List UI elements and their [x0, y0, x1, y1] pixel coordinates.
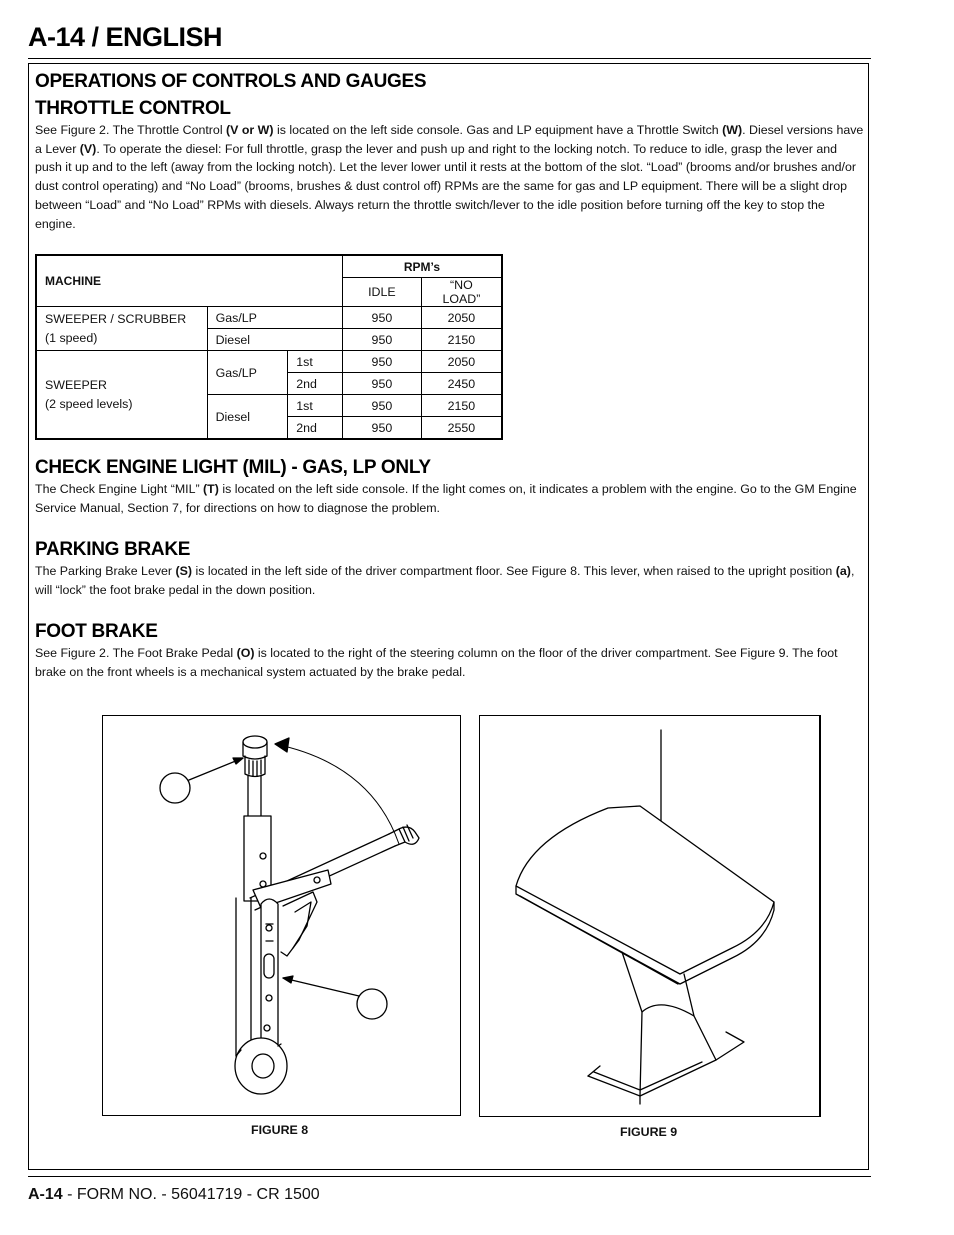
rpm-table	[35, 254, 503, 440]
table-row	[36, 351, 502, 373]
table-fuel: Gas/LP	[207, 351, 288, 395]
foot-brake-paragraph: See Figure 2. The Foot Brake Pedal (O) is located to the right of the steering column on the floor of the driver compartment. See Figure 9. The foot brake on the front wheels is a mechanical system actuated by the brake pedal.	[35, 646, 838, 679]
table-noload: 2150	[421, 329, 502, 351]
throttle-paragraph: See Figure 2. The Throttle Control (V or W) is located on the left side console. Gas and LP equipment have a Throttle Switch (W). Diesel versions have a Lever (V). To operate the diesel: For full throttle, grasp the lever and push up and right to the locking notch. To reduce to idle, grasp the lever and push it up and to the left (away from the locking notch). Let the lever lower until it rests at the bottom of the slot. “Load” (brooms and/or brushes and/or dust control operating) and “No Load” (brooms, brushes & dust control off) RPMs are the same for gas and LP equipment. There will be a slight drop between “Load” and “No Load” RPMs with diesels. Always return the throttle switch/lever to the idle position before turning off the key to stop the engine.	[35, 123, 864, 231]
table-header-idle: IDLE	[342, 278, 421, 307]
check-engine-section	[35, 456, 867, 517]
page-footer	[28, 1186, 320, 1204]
section-heading-foot-brake: FOOT BRAKE	[35, 621, 158, 642]
table-noload: 2450	[421, 373, 502, 395]
table-speed: 1st	[288, 395, 343, 417]
table-idle: 950	[342, 417, 421, 440]
foot-brake-pedal-illustration	[480, 716, 819, 1116]
section-heading-throttle: THROTTLE CONTROL	[35, 98, 231, 119]
parking-brake-lever-illustration	[103, 716, 460, 1115]
figure-8-parking-brake-lever	[102, 715, 461, 1116]
table-noload: 2150	[421, 395, 502, 417]
figure-8-caption: FIGURE 8	[251, 1123, 309, 1137]
table-header-machine: MACHINE	[36, 255, 342, 307]
table-fuel: Gas/LP	[207, 307, 342, 329]
page-header: A-14 / ENGLISH	[28, 22, 223, 52]
table-row	[36, 307, 502, 329]
footer-rule	[28, 1176, 871, 1177]
foot-brake-section	[35, 620, 867, 681]
section-heading-operations: OPERATIONS OF CONTROLS AND GAUGES	[35, 71, 427, 92]
table-idle: 950	[342, 351, 421, 373]
table-machine-sweeper: SWEEPER (2 speed levels)	[36, 351, 207, 440]
footer-form-number: - FORM NO. - 56041719 - CR 1500	[62, 1186, 320, 1203]
table-idle: 950	[342, 307, 421, 329]
table-idle: 950	[342, 329, 421, 351]
table-fuel: Diesel	[207, 395, 288, 440]
table-header-noload: “NO LOAD”	[421, 278, 502, 307]
section-heading-check-engine: CHECK ENGINE LIGHT (MIL) - GAS, LP ONLY	[35, 457, 431, 478]
table-idle: 950	[342, 373, 421, 395]
table-noload: 2550	[421, 417, 502, 440]
table-header-rpm: RPM’s	[342, 255, 502, 278]
header-rule	[28, 58, 871, 59]
throttle-section	[35, 70, 867, 233]
section-heading-parking-brake: PARKING BRAKE	[35, 539, 191, 560]
table-noload: 2050	[421, 351, 502, 373]
table-fuel: Diesel	[207, 329, 342, 351]
parking-brake-paragraph: The Parking Brake Lever (S) is located in the left side of the driver compartment floor. See Figure 8. This lever, when raised to the upright position (a), will “lock” the foot brake pedal in the down position.	[35, 564, 855, 597]
table-noload: 2050	[421, 307, 502, 329]
table-speed: 2nd	[288, 417, 343, 440]
figure-9-foot-brake-pedal	[479, 715, 821, 1117]
check-engine-paragraph: The Check Engine Light “MIL” (T) is located on the left side console. If the light comes on, it indicates a problem with the engine. Go to the GM Engine Service Manual, Section 7, for directions on how to diagnose the problem.	[35, 482, 857, 515]
table-speed: 1st	[288, 351, 343, 373]
footer-page-number: A-14	[28, 1186, 63, 1203]
table-machine-sweeper-scrubber: SWEEPER / SCRUBBER (1 speed)	[36, 307, 207, 351]
figure-9-caption: FIGURE 9	[620, 1125, 678, 1139]
table-idle: 950	[342, 395, 421, 417]
parking-brake-section	[35, 538, 867, 599]
table-speed: 2nd	[288, 373, 343, 395]
